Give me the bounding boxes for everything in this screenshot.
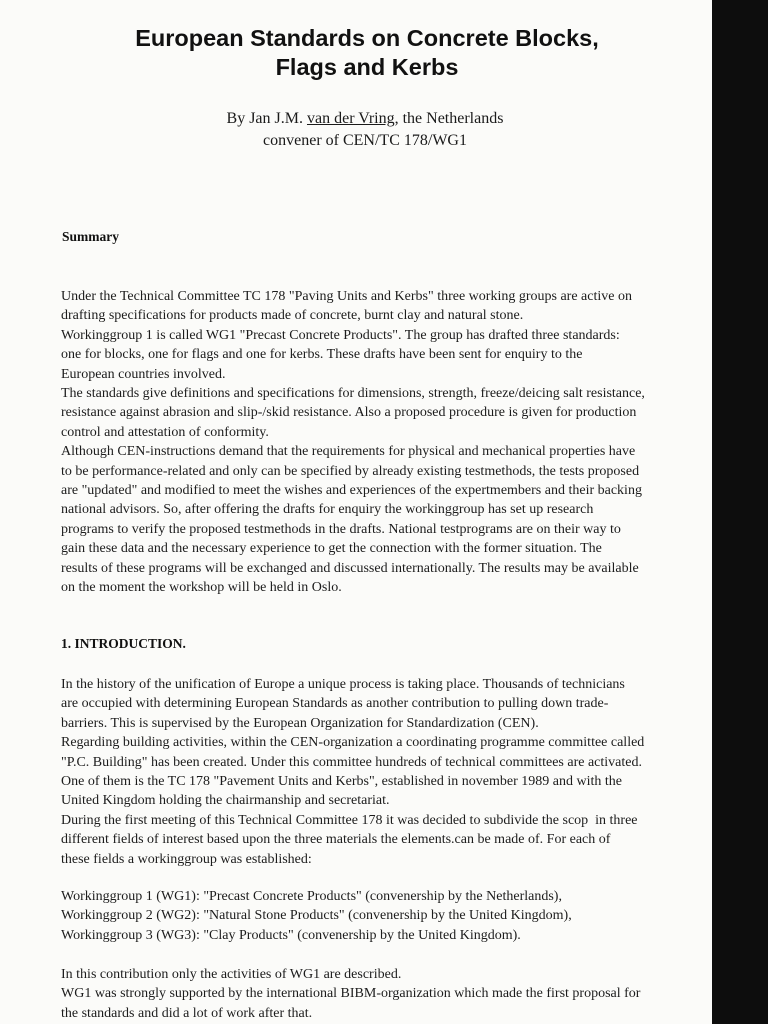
text-line: WG1 was strongly supported by the international BIBM-organization which made the first proposal for [61, 986, 641, 1002]
text-line: barriers. This is supervised by the European Organization for Standardization (CEN). [61, 715, 539, 731]
text-line: different fields of interest based upon the three materials the elements.can be made of. For each of [61, 832, 611, 848]
text-line: one for blocks, one for flags and one for kerbs. These drafts have been sent for enquiry to the [61, 347, 583, 363]
text-line: national advisors. So, after offering the drafts for enquiry the workinggroup has set up research [61, 502, 594, 518]
author-name: van der Vring [306, 110, 395, 127]
introduction-paragraph [61, 675, 701, 869]
text-line: Workinggroup 1 is called WG1 "Precast Concrete Products". The group has drafted three standards: [61, 327, 620, 343]
byline-line-1 [0, 108, 730, 130]
workinggroups-list [61, 887, 701, 945]
text-line: During the first meeting of this Technical Committee 178 it was decided to subdivide the scop in three [61, 812, 638, 828]
text-line: In the history of the unification of Europe a unique process is taking place. Thousands of technicians [61, 677, 625, 692]
text-line: One of them is the TC 178 "Pavement Units and Kerbs", established in november 1989 and with the [61, 774, 622, 790]
text-line: Although CEN-instructions demand that the requirements for physical and mechanical properties have [61, 444, 636, 460]
text-line: Regarding building activities, within the CEN-organization a coordinating programme committee called [61, 735, 645, 751]
text-line: European countries involved. [61, 366, 226, 382]
text-line: "P.C. Building" has been created. Under this committee hundreds of technical committees are activated. [61, 754, 642, 770]
text-line: The standards give definitions and specifications for dimensions, strength, freeze/deicing salt resistance, [61, 386, 645, 402]
scan-dark-edge [712, 0, 768, 1024]
title-line-1: European Standards on Concrete Blocks, [135, 25, 599, 51]
byline-prefix: By Jan J.M. [226, 110, 307, 127]
text-line: programs to verify the proposed testmethods in the drafts. National testprograms are on their way to [61, 521, 621, 537]
document-title [0, 24, 734, 82]
byline-suffix: , the Netherlands [394, 110, 504, 127]
text-line: to be performance-related and only can be specified by already existing testmethods, the tests proposed [61, 463, 640, 479]
text-line: results of these programs will be exchanged and discussed internationally. The results may be available [61, 560, 639, 576]
wg1-paragraph [61, 965, 701, 1023]
text-line: United Kingdom holding the chairmanship and secretariat. [61, 793, 390, 809]
list-item: Workinggroup 3 (WG3): "Clay Products" (convenership by the United Kingdom). [61, 927, 521, 943]
text-line: In this contribution only the activities of WG1 are described. [61, 967, 402, 982]
text-line: on the moment the workshop will be held in Oslo. [61, 580, 342, 596]
list-item: Workinggroup 2 (WG2): "Natural Stone Products" (convenership by the United Kingdom), [61, 908, 572, 924]
summary-paragraph [61, 287, 701, 598]
byline-line-2: convener of CEN/TC 178/WG1 [263, 132, 467, 149]
text-line: are "updated" and modified to meet the wishes and experiences of the expertmembers and their backing [61, 483, 642, 499]
list-item: Workinggroup 1 (WG1): "Precast Concrete Products" (convenership by the Netherlands), [61, 889, 562, 904]
text-line: are occupied with determining European Standards as another contribution to pulling down trade- [61, 696, 609, 712]
text-line: control and attestation of conformity. [61, 424, 269, 440]
text-line: gain these data and the necessary experience to get the connection with the former situation. The [61, 541, 602, 557]
author-byline [0, 108, 730, 152]
text-line: drafting specifications for products made of concrete, burnt clay and natural stone. [61, 308, 524, 324]
text-line: the standards and did a lot of work after that. [61, 1005, 313, 1021]
text-line: resistance against abrasion and slip-/skid resistance. Also a proposed procedure is given for production [61, 405, 637, 421]
summary-heading: Summary [62, 229, 119, 244]
introduction-heading: 1. INTRODUCTION. [61, 636, 186, 651]
title-line-2: Flags and Kerbs [275, 54, 459, 80]
text-line: these fields a workinggroup was established: [61, 851, 312, 867]
text-line: Under the Technical Committee TC 178 "Paving Units and Kerbs" three working groups are active on [61, 289, 632, 304]
